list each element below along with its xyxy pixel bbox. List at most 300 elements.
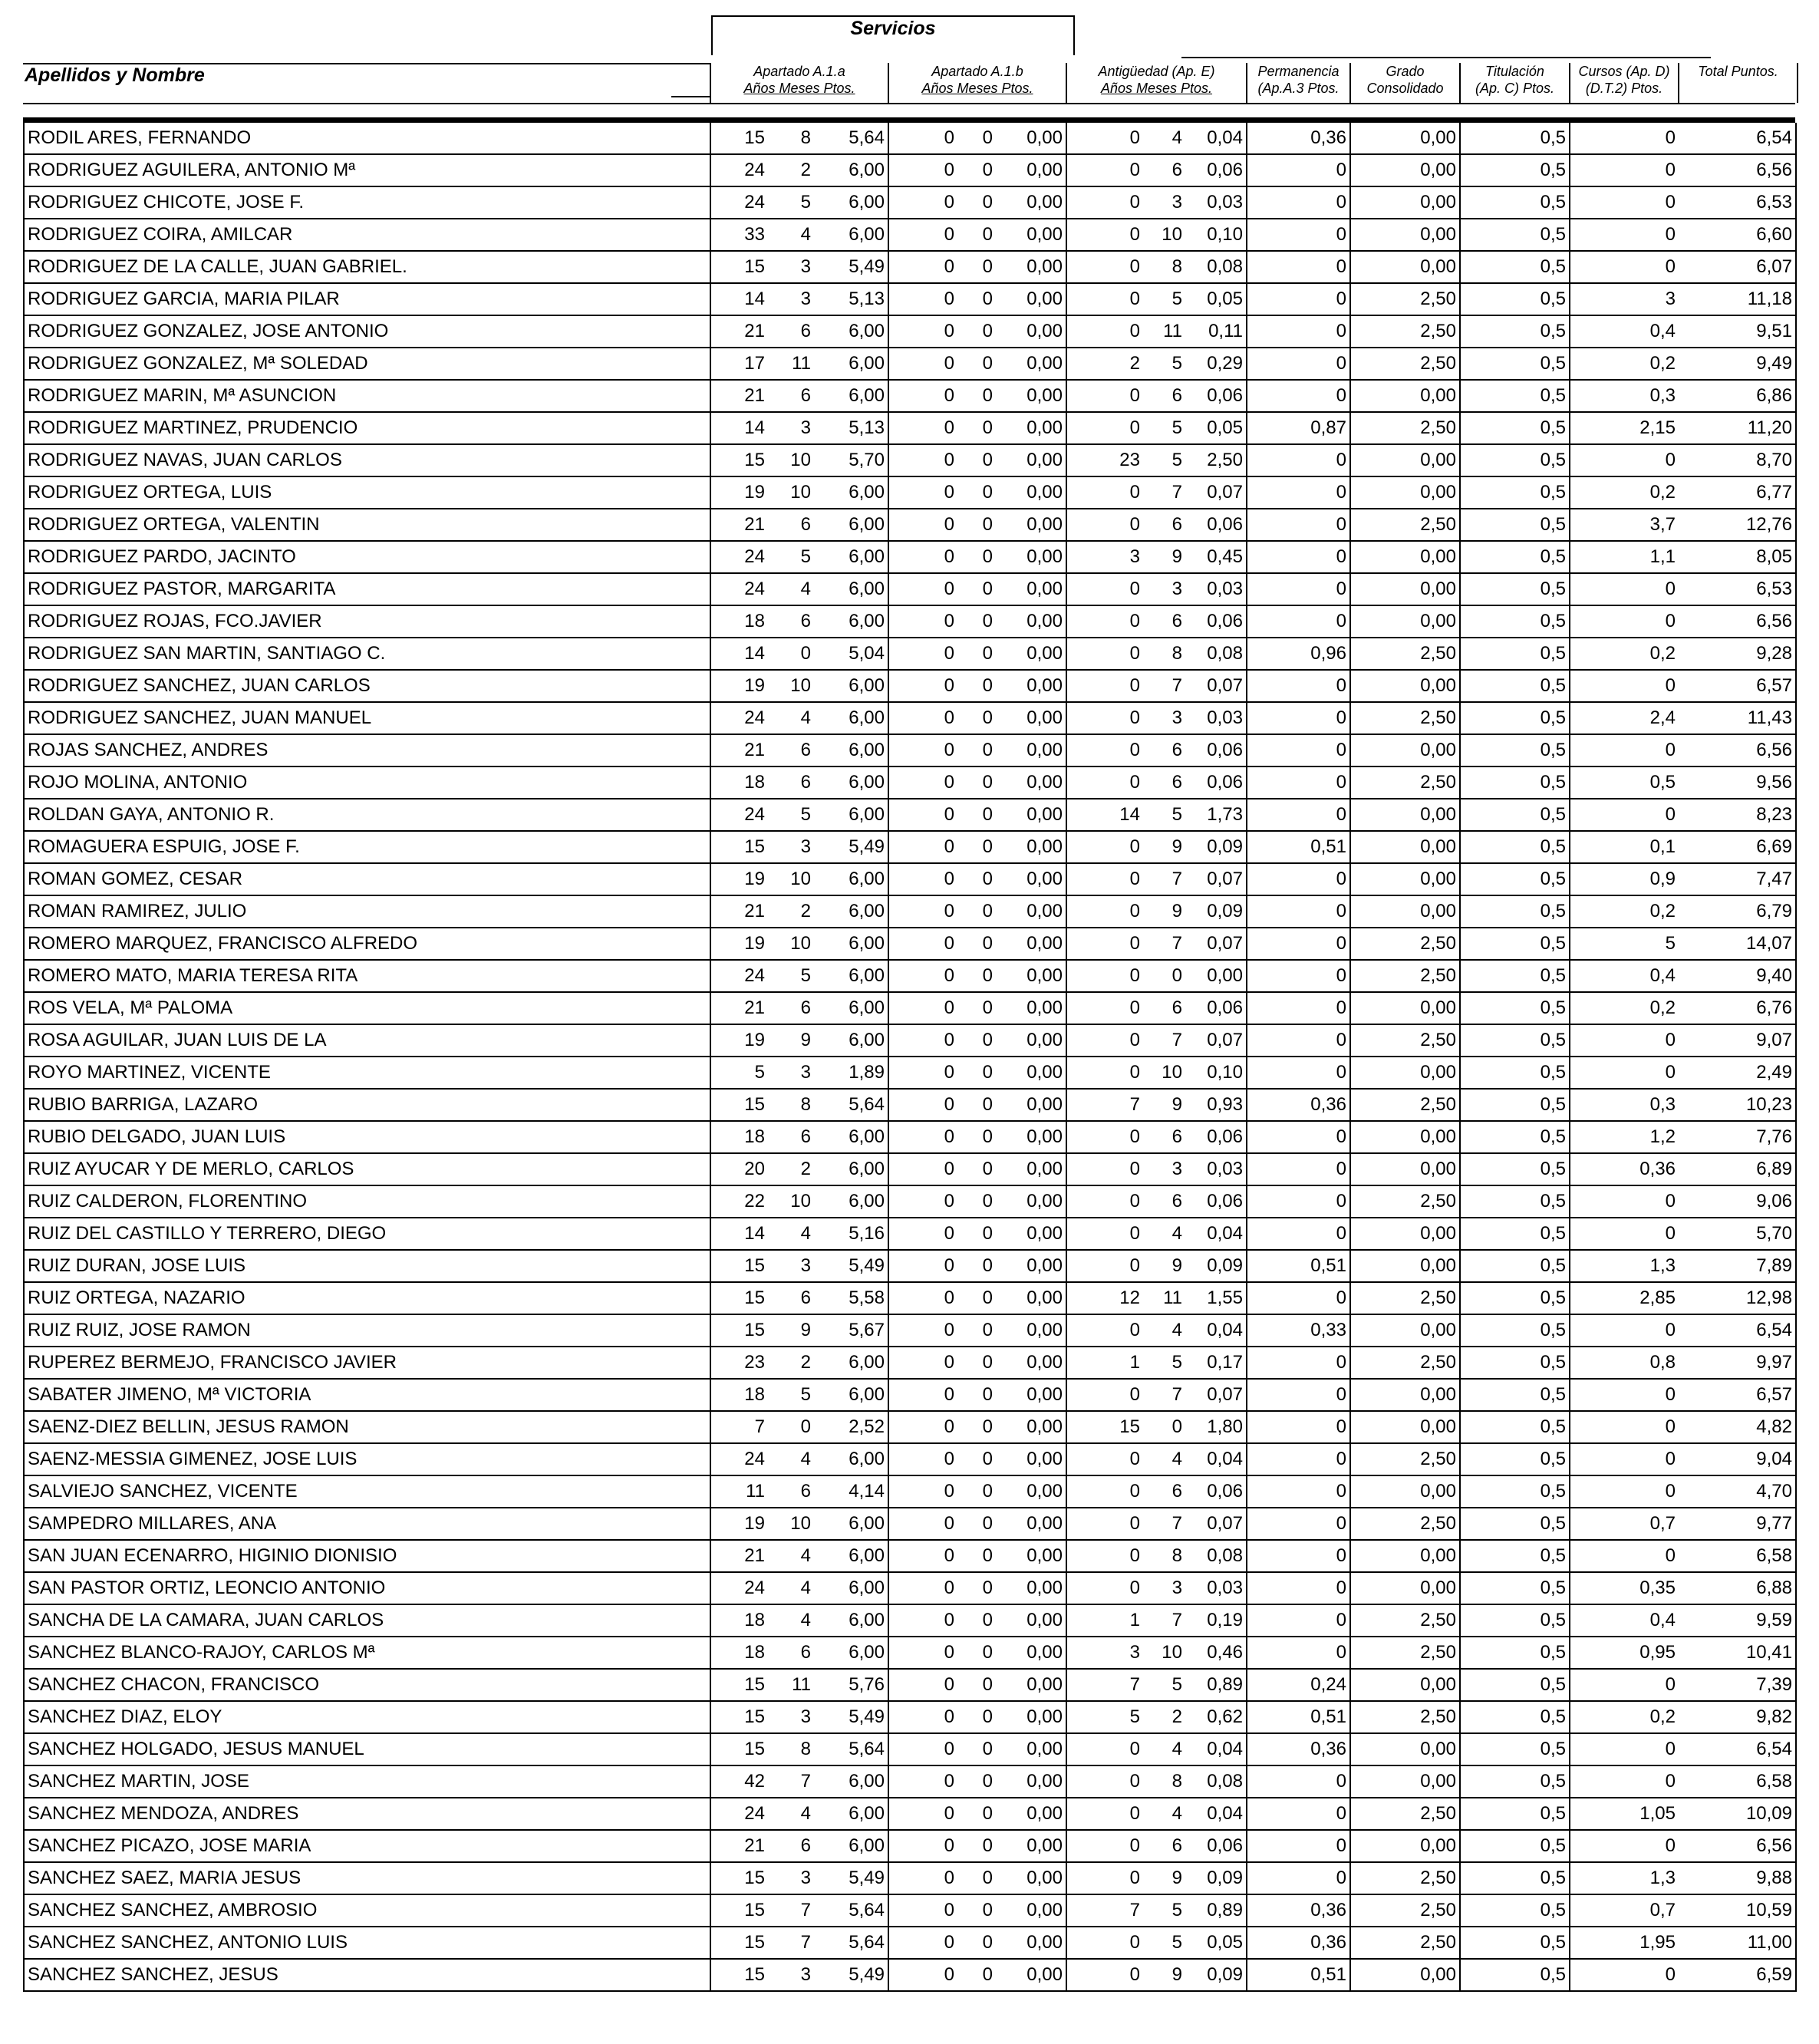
cell-total: 11,43	[1679, 702, 1796, 734]
cell-permanencia: 0	[1247, 734, 1350, 766]
cell-titulacion: 0,5	[1460, 766, 1570, 799]
cell-total: 9,07	[1679, 1024, 1796, 1057]
cell-a1a-meses: 8	[768, 1733, 814, 1765]
cell-titulacion: 0,5	[1460, 380, 1570, 412]
cell-a1b-ptos: 0,00	[996, 1024, 1066, 1057]
cell-titulacion: 0,5	[1460, 638, 1570, 670]
cell-total: 11,18	[1679, 283, 1796, 315]
cell-a1a-ptos: 6,00	[814, 960, 888, 992]
table-header	[23, 14, 1795, 117]
cell-antig-meses: 9	[1143, 1862, 1185, 1894]
cell-antig-anos: 0	[1066, 895, 1143, 928]
cell-antig-meses: 8	[1143, 638, 1185, 670]
cell-a1a-anos: 5	[710, 1057, 768, 1089]
cell-a1b-anos: 0	[888, 1250, 957, 1282]
cell-antig-meses: 7	[1143, 476, 1185, 509]
cell-a1b-anos: 0	[888, 154, 957, 186]
cell-a1a-ptos: 5,49	[814, 1862, 888, 1894]
cell-grado: 0,00	[1350, 1733, 1460, 1765]
cell-cursos: 0	[1570, 1218, 1679, 1250]
cell-antig-meses: 5	[1143, 444, 1185, 476]
cell-permanencia: 0	[1247, 186, 1350, 219]
cell-a1b-meses: 0	[957, 1540, 996, 1572]
cell-titulacion: 0,5	[1460, 509, 1570, 541]
table-row	[24, 315, 1796, 348]
cell-a1b-ptos: 0,00	[996, 960, 1066, 992]
cell-a1a-ptos: 6,00	[814, 219, 888, 251]
cell-a1a-anos: 21	[710, 1540, 768, 1572]
cell-grado: 2,50	[1350, 1701, 1460, 1733]
cell-titulacion: 0,5	[1460, 1411, 1570, 1443]
cell-grado: 0,00	[1350, 1572, 1460, 1604]
cell-a1a-anos: 19	[710, 863, 768, 895]
cell-titulacion: 0,5	[1460, 1443, 1570, 1475]
col-cursos	[1569, 63, 1678, 103]
cell-a1a-anos: 21	[710, 1830, 768, 1862]
cell-a1a-meses: 5	[768, 186, 814, 219]
cell-a1b-anos: 0	[888, 573, 957, 605]
cell-a1b-ptos: 0,00	[996, 476, 1066, 509]
cell-name: RUPEREZ BERMEJO, FRANCISCO JAVIER	[24, 1347, 710, 1379]
cell-cursos: 2,85	[1570, 1282, 1679, 1314]
cell-a1a-meses: 7	[768, 1765, 814, 1798]
cell-a1a-ptos: 6,00	[814, 1637, 888, 1669]
cell-antig-meses: 3	[1143, 573, 1185, 605]
cell-antig-anos: 14	[1066, 799, 1143, 831]
cell-a1b-anos: 0	[888, 1604, 957, 1637]
cell-grado: 2,50	[1350, 283, 1460, 315]
cell-grado: 0,00	[1350, 1057, 1460, 1089]
cell-a1b-ptos: 0,00	[996, 573, 1066, 605]
cell-a1b-anos: 0	[888, 1733, 957, 1765]
cell-permanencia: 0	[1247, 541, 1350, 573]
cell-cursos: 0,2	[1570, 476, 1679, 509]
cell-a1b-ptos: 0,00	[996, 670, 1066, 702]
cell-a1b-meses: 0	[957, 1894, 996, 1927]
cell-a1b-meses: 0	[957, 219, 996, 251]
cell-a1b-ptos: 0,00	[996, 251, 1066, 283]
cell-a1a-anos: 19	[710, 1024, 768, 1057]
col-perm-sub: (Ap.A.3 Ptos.	[1257, 81, 1340, 96]
cell-a1a-anos: 21	[710, 895, 768, 928]
table-row	[24, 1669, 1796, 1701]
cell-antig-ptos: 0,09	[1185, 895, 1247, 928]
cell-titulacion: 0,5	[1460, 1733, 1570, 1765]
cell-grado: 0,00	[1350, 1314, 1460, 1347]
cell-titulacion: 0,5	[1460, 1572, 1570, 1604]
cell-a1a-anos: 15	[710, 1894, 768, 1927]
cell-a1b-meses: 0	[957, 799, 996, 831]
table-row	[24, 541, 1796, 573]
cell-cursos: 0	[1570, 1024, 1679, 1057]
cell-permanencia: 0	[1247, 1830, 1350, 1862]
cell-titulacion: 0,5	[1460, 315, 1570, 348]
cell-antig-meses: 4	[1143, 1443, 1185, 1475]
table-row	[24, 1121, 1796, 1153]
cell-a1b-ptos: 0,00	[996, 1540, 1066, 1572]
cell-name: ROMERO MARQUEZ, FRANCISCO ALFREDO	[24, 928, 710, 960]
cell-titulacion: 0,5	[1460, 444, 1570, 476]
cell-antig-ptos: 0,06	[1185, 1830, 1247, 1862]
cell-antig-ptos: 0,10	[1185, 1057, 1247, 1089]
cell-antig-ptos: 0,03	[1185, 1153, 1247, 1185]
cell-a1a-anos: 15	[710, 1669, 768, 1701]
cell-total: 6,58	[1679, 1540, 1796, 1572]
cell-total: 9,77	[1679, 1508, 1796, 1540]
cell-a1b-meses: 0	[957, 670, 996, 702]
cell-cursos: 0,9	[1570, 863, 1679, 895]
cell-a1b-meses: 0	[957, 348, 996, 380]
cell-a1b-meses: 0	[957, 1637, 996, 1669]
cell-antig-anos: 0	[1066, 1024, 1143, 1057]
cell-a1a-ptos: 5,49	[814, 1250, 888, 1282]
table-row	[24, 1572, 1796, 1604]
cell-a1a-anos: 18	[710, 1121, 768, 1153]
cell-cursos: 0,3	[1570, 380, 1679, 412]
cell-grado: 0,00	[1350, 1830, 1460, 1862]
cell-a1a-anos: 33	[710, 219, 768, 251]
cell-cursos: 0	[1570, 219, 1679, 251]
table-row	[24, 895, 1796, 928]
table-row	[24, 573, 1796, 605]
cell-antig-anos: 0	[1066, 1475, 1143, 1508]
cell-cursos: 0,4	[1570, 960, 1679, 992]
cell-a1b-anos: 0	[888, 1862, 957, 1894]
cell-permanencia: 0	[1247, 928, 1350, 960]
cell-antig-meses: 4	[1143, 1218, 1185, 1250]
cell-a1b-ptos: 0,00	[996, 992, 1066, 1024]
cell-grado: 2,50	[1350, 509, 1460, 541]
cell-a1a-ptos: 5,49	[814, 251, 888, 283]
cell-cursos: 1,05	[1570, 1798, 1679, 1830]
cell-a1b-anos: 0	[888, 412, 957, 444]
cell-cursos: 2,4	[1570, 702, 1679, 734]
cell-grado: 0,00	[1350, 734, 1460, 766]
cell-permanencia: 0,96	[1247, 638, 1350, 670]
cell-antig-ptos: 0,08	[1185, 1540, 1247, 1572]
table-row	[24, 1057, 1796, 1089]
cell-total: 8,05	[1679, 541, 1796, 573]
table-row	[24, 799, 1796, 831]
cell-cursos: 0	[1570, 573, 1679, 605]
cell-grado: 0,00	[1350, 219, 1460, 251]
cell-a1b-ptos: 0,00	[996, 831, 1066, 863]
cell-a1b-ptos: 0,00	[996, 799, 1066, 831]
cell-total: 7,47	[1679, 863, 1796, 895]
cell-a1a-meses: 2	[768, 1347, 814, 1379]
cell-a1b-anos: 0	[888, 348, 957, 380]
cell-a1b-meses: 0	[957, 123, 996, 154]
cell-titulacion: 0,5	[1460, 1379, 1570, 1411]
cell-grado: 2,50	[1350, 1862, 1460, 1894]
cell-cursos: 0,1	[1570, 831, 1679, 863]
cell-permanencia: 0	[1247, 1024, 1350, 1057]
cell-a1b-anos: 0	[888, 123, 957, 154]
cell-a1a-anos: 11	[710, 1475, 768, 1508]
cell-grado: 2,50	[1350, 315, 1460, 348]
cell-a1a-ptos: 6,00	[814, 605, 888, 638]
table-row	[24, 1443, 1796, 1475]
cell-a1b-ptos: 0,00	[996, 702, 1066, 734]
cell-titulacion: 0,5	[1460, 1250, 1570, 1282]
cell-titulacion: 0,5	[1460, 992, 1570, 1024]
cell-a1b-meses: 0	[957, 509, 996, 541]
table-row	[24, 734, 1796, 766]
cell-total: 6,76	[1679, 992, 1796, 1024]
cell-a1a-anos: 24	[710, 1572, 768, 1604]
cell-antig-ptos: 0,06	[1185, 509, 1247, 541]
cell-name: RODRIGUEZ MARIN, Mª ASUNCION	[24, 380, 710, 412]
cell-permanencia: 0	[1247, 605, 1350, 638]
cell-a1b-anos: 0	[888, 1411, 957, 1443]
cell-a1b-ptos: 0,00	[996, 1508, 1066, 1540]
cell-antig-anos: 1	[1066, 1604, 1143, 1637]
cell-total: 9,28	[1679, 638, 1796, 670]
col-antiguedad	[1066, 63, 1246, 103]
cell-antig-anos: 0	[1066, 1250, 1143, 1282]
cell-a1b-meses: 0	[957, 1185, 996, 1218]
cell-a1b-anos: 0	[888, 1218, 957, 1250]
col-antig-title: Antigüedad (Ap. E)	[1098, 64, 1215, 79]
cell-antig-meses: 6	[1143, 1475, 1185, 1508]
cell-titulacion: 0,5	[1460, 670, 1570, 702]
cell-a1b-anos: 0	[888, 1894, 957, 1927]
table-row	[24, 283, 1796, 315]
cell-cursos: 3	[1570, 283, 1679, 315]
cell-cursos: 0	[1570, 799, 1679, 831]
cell-permanencia: 0	[1247, 1347, 1350, 1379]
cell-a1a-meses: 7	[768, 1927, 814, 1959]
cell-antig-meses: 8	[1143, 1540, 1185, 1572]
cell-a1b-meses: 0	[957, 1830, 996, 1862]
cell-antig-meses: 5	[1143, 1894, 1185, 1927]
cell-name: SAENZ-DIEZ BELLIN, JESUS RAMON	[24, 1411, 710, 1443]
cell-permanencia: 0	[1247, 670, 1350, 702]
cell-a1b-meses: 0	[957, 283, 996, 315]
cell-a1b-anos: 0	[888, 476, 957, 509]
cell-antig-anos: 0	[1066, 1798, 1143, 1830]
cell-a1a-meses: 10	[768, 670, 814, 702]
cell-a1a-ptos: 5,67	[814, 1314, 888, 1347]
cell-antig-meses: 8	[1143, 251, 1185, 283]
cell-a1a-anos: 14	[710, 283, 768, 315]
cell-antig-anos: 0	[1066, 1121, 1143, 1153]
cell-titulacion: 0,5	[1460, 573, 1570, 605]
table-row	[24, 380, 1796, 412]
cell-antig-anos: 0	[1066, 670, 1143, 702]
cell-a1b-meses: 0	[957, 1475, 996, 1508]
cell-a1a-ptos: 5,04	[814, 638, 888, 670]
cell-a1b-meses: 0	[957, 992, 996, 1024]
cell-antig-anos: 0	[1066, 1153, 1143, 1185]
cell-a1a-anos: 19	[710, 928, 768, 960]
cell-cursos: 1,95	[1570, 1927, 1679, 1959]
cell-antig-anos: 7	[1066, 1669, 1143, 1701]
cell-a1b-ptos: 0,00	[996, 444, 1066, 476]
cell-name: RUBIO DELGADO, JUAN LUIS	[24, 1121, 710, 1153]
table-row	[24, 1959, 1796, 1991]
cell-a1a-meses: 6	[768, 605, 814, 638]
cell-grado: 0,00	[1350, 863, 1460, 895]
cell-antig-meses: 5	[1143, 1927, 1185, 1959]
cell-a1a-meses: 4	[768, 1540, 814, 1572]
cell-antig-meses: 6	[1143, 1121, 1185, 1153]
cell-titulacion: 0,5	[1460, 831, 1570, 863]
cell-cursos: 0	[1570, 186, 1679, 219]
cell-antig-anos: 1	[1066, 1347, 1143, 1379]
cell-titulacion: 0,5	[1460, 1347, 1570, 1379]
cell-name: RODRIGUEZ ROJAS, FCO.JAVIER	[24, 605, 710, 638]
cell-name: SANCHEZ DIAZ, ELOY	[24, 1701, 710, 1733]
cell-a1b-meses: 0	[957, 1669, 996, 1701]
cell-antig-ptos: 0,08	[1185, 251, 1247, 283]
cell-permanencia: 0,87	[1247, 412, 1350, 444]
cell-a1a-meses: 3	[768, 1701, 814, 1733]
cell-a1a-meses: 4	[768, 1572, 814, 1604]
cell-a1b-ptos: 0,00	[996, 766, 1066, 799]
cell-total: 10,23	[1679, 1089, 1796, 1121]
cell-a1a-ptos: 5,64	[814, 123, 888, 154]
cell-antig-meses: 0	[1143, 960, 1185, 992]
cell-a1b-meses: 0	[957, 1314, 996, 1347]
cell-antig-ptos: 0,07	[1185, 863, 1247, 895]
cell-a1a-anos: 15	[710, 1314, 768, 1347]
cell-a1a-anos: 24	[710, 960, 768, 992]
cell-total: 6,53	[1679, 186, 1796, 219]
cell-cursos: 0,2	[1570, 638, 1679, 670]
table-row	[24, 1218, 1796, 1250]
cell-cursos: 5	[1570, 928, 1679, 960]
cell-permanencia: 0	[1247, 1411, 1350, 1443]
table-row	[24, 1701, 1796, 1733]
cell-a1b-ptos: 0,00	[996, 1411, 1066, 1443]
cell-total: 12,76	[1679, 509, 1796, 541]
cell-a1b-anos: 0	[888, 541, 957, 573]
cell-antig-meses: 7	[1143, 928, 1185, 960]
cell-name: RUBIO BARRIGA, LAZARO	[24, 1089, 710, 1121]
cell-antig-meses: 11	[1143, 315, 1185, 348]
cell-total: 6,54	[1679, 1733, 1796, 1765]
cell-antig-ptos: 0,62	[1185, 1701, 1247, 1733]
cell-grado: 2,50	[1350, 1282, 1460, 1314]
cell-permanencia: 0	[1247, 895, 1350, 928]
cell-antig-ptos: 0,06	[1185, 992, 1247, 1024]
cell-antig-ptos: 0,29	[1185, 348, 1247, 380]
cell-cursos: 0	[1570, 1379, 1679, 1411]
cell-permanencia: 0	[1247, 1862, 1350, 1894]
cell-a1a-anos: 19	[710, 1508, 768, 1540]
cell-a1a-meses: 0	[768, 1411, 814, 1443]
cell-permanencia: 0	[1247, 283, 1350, 315]
cell-total: 6,59	[1679, 1959, 1796, 1991]
cell-a1a-meses: 10	[768, 1508, 814, 1540]
cell-antig-meses: 6	[1143, 734, 1185, 766]
cell-titulacion: 0,5	[1460, 412, 1570, 444]
cell-a1a-anos: 15	[710, 831, 768, 863]
cell-permanencia: 0	[1247, 1798, 1350, 1830]
cell-a1a-ptos: 6,00	[814, 799, 888, 831]
cell-a1b-anos: 0	[888, 863, 957, 895]
cell-grado: 2,50	[1350, 638, 1460, 670]
cell-a1a-anos: 18	[710, 766, 768, 799]
cell-grado: 0,00	[1350, 1379, 1460, 1411]
cell-a1a-meses: 3	[768, 251, 814, 283]
cell-total: 6,79	[1679, 895, 1796, 928]
cell-titulacion: 0,5	[1460, 1218, 1570, 1250]
cell-titulacion: 0,5	[1460, 348, 1570, 380]
header-bottom-rule	[23, 103, 1795, 104]
cell-a1b-ptos: 0,00	[996, 283, 1066, 315]
cell-name: RODRIGUEZ GARCIA, MARIA PILAR	[24, 283, 710, 315]
cell-name: ROMAGUERA ESPUIG, JOSE F.	[24, 831, 710, 863]
cell-grado: 2,50	[1350, 766, 1460, 799]
cell-antig-meses: 4	[1143, 1733, 1185, 1765]
cell-a1b-anos: 0	[888, 928, 957, 960]
cell-permanencia: 0	[1247, 380, 1350, 412]
cell-a1b-ptos: 0,00	[996, 186, 1066, 219]
table-row	[24, 1604, 1796, 1637]
col-grado-title: Grado	[1386, 64, 1425, 79]
cell-a1b-anos: 0	[888, 1765, 957, 1798]
cell-name: SANCHEZ HOLGADO, JESUS MANUEL	[24, 1733, 710, 1765]
cell-a1b-ptos: 0,00	[996, 1604, 1066, 1637]
cell-total: 6,56	[1679, 734, 1796, 766]
cell-permanencia: 0,36	[1247, 1089, 1350, 1121]
cell-antig-meses: 3	[1143, 1572, 1185, 1604]
cell-a1b-meses: 0	[957, 476, 996, 509]
cell-a1b-ptos: 0,00	[996, 509, 1066, 541]
table-row	[24, 1250, 1796, 1282]
cell-antig-ptos: 0,06	[1185, 734, 1247, 766]
cell-antig-anos: 0	[1066, 476, 1143, 509]
cell-a1b-meses: 0	[957, 1218, 996, 1250]
cell-permanencia: 0	[1247, 1185, 1350, 1218]
servicios-label: Servicios	[850, 18, 936, 39]
cell-a1a-ptos: 5,49	[814, 831, 888, 863]
col-perm-title: Permanencia	[1257, 64, 1340, 79]
cell-a1b-meses: 0	[957, 1443, 996, 1475]
cell-a1b-ptos: 0,00	[996, 1057, 1066, 1089]
cell-a1b-meses: 0	[957, 638, 996, 670]
cell-a1a-meses: 4	[768, 702, 814, 734]
cell-antig-anos: 2	[1066, 348, 1143, 380]
cell-cursos: 0,4	[1570, 315, 1679, 348]
cell-permanencia: 0	[1247, 1572, 1350, 1604]
cell-titulacion: 0,5	[1460, 1121, 1570, 1153]
cell-grado: 2,50	[1350, 1798, 1460, 1830]
cell-antig-anos: 0	[1066, 315, 1143, 348]
cell-antig-meses: 9	[1143, 831, 1185, 863]
cell-a1a-ptos: 6,00	[814, 1508, 888, 1540]
cell-name: SANCHEZ MENDOZA, ANDRES	[24, 1798, 710, 1830]
cell-a1b-ptos: 0,00	[996, 638, 1066, 670]
cell-a1b-ptos: 0,00	[996, 1185, 1066, 1218]
cell-grado: 2,50	[1350, 928, 1460, 960]
header-top-rule	[1181, 57, 1711, 58]
cell-antig-anos: 0	[1066, 1733, 1143, 1765]
cell-permanencia: 0	[1247, 1121, 1350, 1153]
cell-a1a-ptos: 6,00	[814, 766, 888, 799]
cell-name: RUIZ ORTEGA, NAZARIO	[24, 1282, 710, 1314]
cell-antig-anos: 0	[1066, 831, 1143, 863]
cell-antig-anos: 3	[1066, 1637, 1143, 1669]
cell-total: 6,56	[1679, 1830, 1796, 1862]
cell-total: 10,41	[1679, 1637, 1796, 1669]
cell-antig-ptos: 0,06	[1185, 154, 1247, 186]
cell-antig-meses: 3	[1143, 1153, 1185, 1185]
cell-a1a-ptos: 5,49	[814, 1701, 888, 1733]
col-permanencia	[1246, 63, 1349, 103]
